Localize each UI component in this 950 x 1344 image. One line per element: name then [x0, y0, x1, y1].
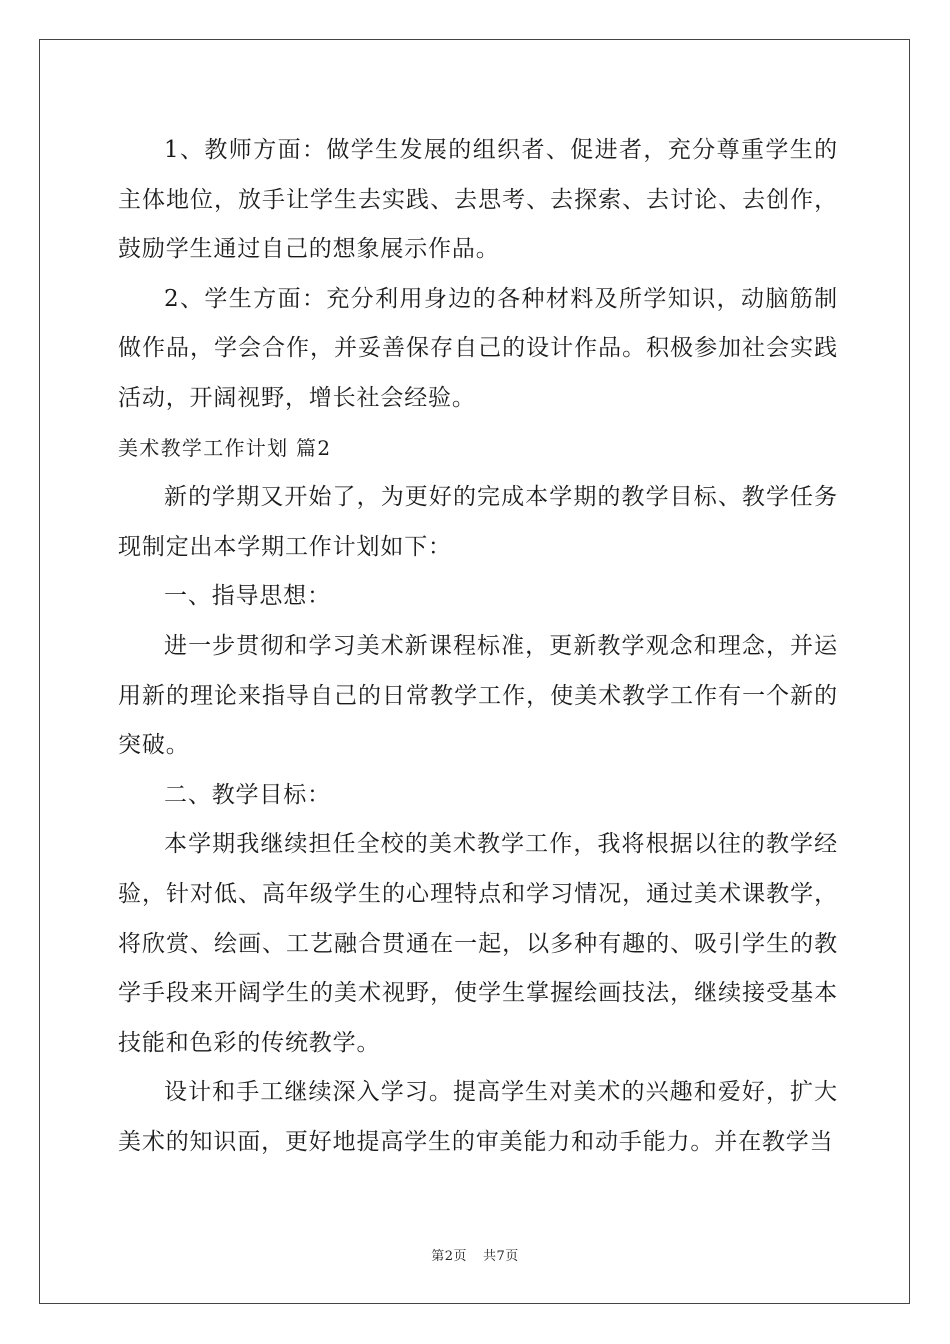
page-footer — [0, 1245, 950, 1264]
paragraph-design-handwork: 设计和手工继续深入学习。提高学生对美术的兴趣和爱好，扩大美术的知识面，更好地提高学生的审美能力和动手能力。并在教学当 — [118, 1079, 838, 1155]
document-body — [118, 126, 838, 1167]
page-total: 共7页 — [483, 1249, 519, 1264]
subheading-guiding-ideology: 一、指导思想： — [164, 583, 331, 610]
paragraph-teaching-goals: 本学期我继续担任全校的美术教学工作，我将根据以往的教学经验，针对低、高年级学生的心理特点和学习情况，通过美术课教学，将欣赏、绘画、工艺融合贯通在一起，以多种有趣的、吸引学生的教学手段来开阔学生的美术视野，使学生掌握绘画技法，继续接受基本技能和色彩的传统教学。 — [118, 831, 838, 1056]
paragraph-student-aspect: 2、学生方面：充分利用身边的各种材料及所学知识，动脑筋制做作品，学会合作，并妥善保存自己的设计作品。积极参加社会实践活动，开阔视野，增长社会经验。 — [118, 285, 838, 411]
section-heading: 美术教学工作计划 篇2 — [118, 435, 332, 460]
subheading-teaching-goals: 二、教学目标： — [164, 781, 331, 808]
paragraph-guiding-ideology: 进一步贯彻和学习美术新课程标准，更新教学观念和理念，并运用新的理论来指导自己的日常教学工作，使美术教学工作有一个新的突破。 — [118, 632, 838, 759]
paragraph-teacher-aspect: 1、教师方面：做学生发展的组织者、促进者，充分尊重学生的主体地位，放手让学生去实践、去思考、去探索、去讨论、去创作，鼓励学生通过自己的想象展示作品。 — [118, 137, 838, 263]
page-number: 第2页 — [431, 1249, 467, 1264]
paragraph-intro: 新的学期又开始了，为更好的完成本学期的教学目标、教学任务现制定出本学期工作计划如下： — [118, 484, 838, 560]
